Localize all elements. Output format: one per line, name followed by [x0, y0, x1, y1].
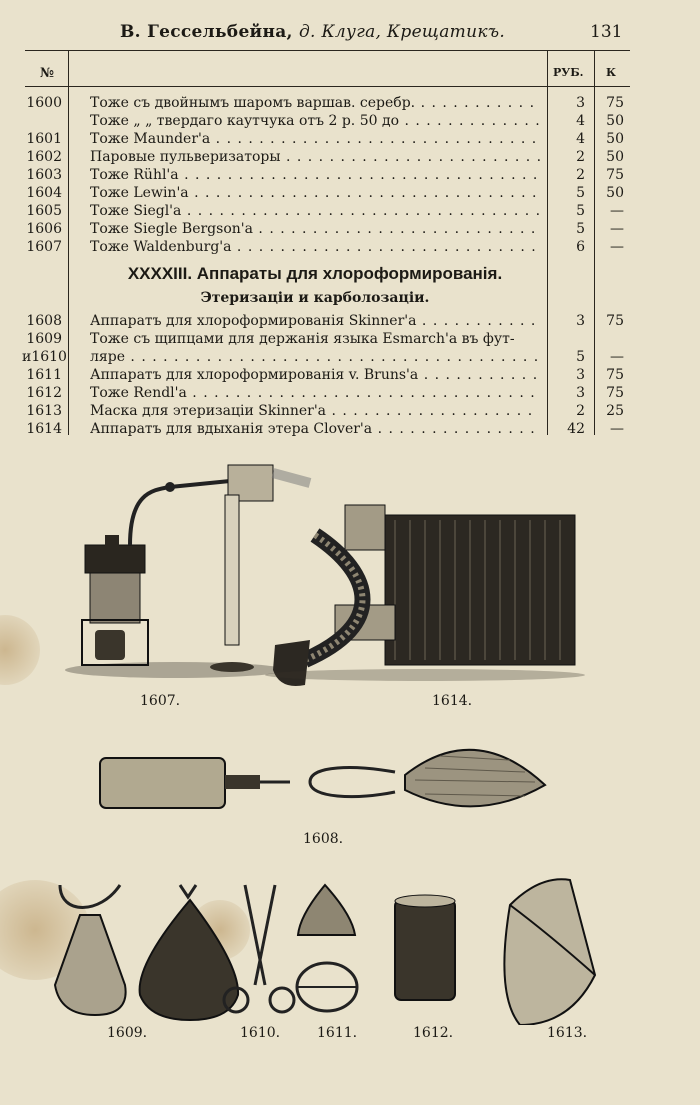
item-name: Тоже Lewin'а . . .: [90, 184, 540, 202]
item-number: 1606: [26, 221, 62, 237]
list-item: [0, 312, 700, 330]
item-rub: 42: [567, 421, 585, 437]
item-kop: —: [610, 239, 624, 255]
item-number: 1612: [26, 385, 62, 401]
item-name: Тоже Waldenburg'а . . .: [90, 238, 540, 256]
item-name: ляре . . .: [90, 348, 540, 366]
item-rub: 3: [576, 95, 585, 111]
item-kop: —: [610, 203, 624, 219]
bottom-apparatus-illustrations: [40, 875, 610, 1025]
list-item: [0, 330, 700, 348]
list-item: [0, 94, 700, 112]
figure-caption: 1611.: [317, 1025, 358, 1041]
item-kop: 75: [606, 167, 624, 183]
list-item: [0, 148, 700, 166]
item-name: Тоже „ „ твердаго каутчука отъ 2 р. 50 до . . .: [90, 112, 540, 130]
item-rub: 4: [576, 113, 585, 129]
item-rub: 2: [576, 149, 585, 165]
item-kop: 75: [606, 95, 624, 111]
figure-caption: 1610.: [240, 1025, 281, 1041]
list-item: [0, 420, 700, 438]
page-number: 131: [590, 22, 623, 42]
item-kop: 75: [606, 367, 624, 383]
figure-caption: 1608.: [303, 831, 344, 847]
figure-caption: 1612.: [413, 1025, 454, 1041]
header-rule: [25, 50, 630, 51]
item-name: Маска для этеризаціи Skinner'а . . .: [90, 402, 540, 420]
list-item: [0, 184, 700, 202]
section-subtitle: Этеризаціи и карболозаціи.: [200, 290, 430, 306]
item-name: Паровые пульверизаторы . . .: [90, 148, 540, 166]
header-left: В. Гессельбейна,: [120, 22, 293, 42]
list-item: [0, 112, 700, 130]
item-name: Тоже съ двойнымъ шаромъ варшав. серебр. . . .: [90, 94, 540, 112]
figure-caption: 1614.: [432, 693, 473, 709]
item-number: 1602: [26, 149, 62, 165]
skinner-apparatus-illustration: [95, 730, 555, 830]
item-number: 1608: [26, 313, 62, 329]
item-number: 1607: [26, 239, 62, 255]
item-kop: 50: [606, 185, 624, 201]
header-title: [120, 22, 505, 42]
item-kop: —: [610, 349, 624, 365]
item-number: 1600: [26, 95, 62, 111]
item-rub: 3: [576, 367, 585, 383]
list-item: [0, 384, 700, 402]
item-rub: 5: [576, 185, 585, 201]
item-rub: 2: [576, 167, 585, 183]
item-rub: 3: [576, 385, 585, 401]
item-kop: 50: [606, 113, 624, 129]
item-number: 1614: [26, 421, 62, 437]
item-number: и1610: [22, 349, 67, 365]
list-item: [0, 202, 700, 220]
clover-inhaler-illustration: [265, 495, 585, 695]
item-number: 1601: [26, 131, 62, 147]
item-name: Тоже Rühl'а . . .: [90, 166, 540, 184]
section-title: XXXXIII. Аппараты для хлороформированія.: [127, 264, 503, 283]
item-kop: 25: [606, 403, 624, 419]
item-kop: 75: [606, 385, 624, 401]
item-name: Тоже Siegl'а . . .: [90, 202, 540, 220]
figure-caption: 1613.: [547, 1025, 588, 1041]
item-rub: 4: [576, 131, 585, 147]
column-header-kop: К: [606, 66, 617, 79]
item-rub: 3: [576, 313, 585, 329]
item-kop: 50: [606, 131, 624, 147]
list-item: [0, 166, 700, 184]
item-rub: 6: [576, 239, 585, 255]
item-name: Аппаратъ для хлороформированія Skinner'а . . .: [90, 312, 540, 330]
item-rub: 5: [576, 221, 585, 237]
item-name: Аппаратъ для хлороформированія v. Bruns'а . . .: [90, 366, 540, 384]
item-kop: 50: [606, 149, 624, 165]
item-number: 1603: [26, 167, 62, 183]
item-name: Тоже Rendl'а . . .: [90, 384, 540, 402]
item-name: Тоже съ щипцами для держанія языка Esmarch'а въ фут-: [90, 331, 515, 347]
item-number: 1605: [26, 203, 62, 219]
list-item: [0, 348, 700, 366]
item-number: 1609: [26, 331, 62, 347]
item-name: Тоже Siegle Bergson'а . . .: [90, 220, 540, 238]
item-name: Тоже Maunder'а . . .: [90, 130, 540, 148]
figure-caption: 1607.: [140, 693, 181, 709]
item-number: 1604: [26, 185, 62, 201]
item-rub: 2: [576, 403, 585, 419]
header-right: д. Клуга, Крещатикъ.: [298, 22, 506, 42]
list-item: [0, 130, 700, 148]
item-kop: —: [610, 221, 624, 237]
item-rub: 5: [576, 203, 585, 219]
figure-caption: 1609.: [107, 1025, 148, 1041]
list-item: [0, 220, 700, 238]
list-item: [0, 366, 700, 384]
column-header-num: №: [40, 66, 55, 81]
list-item: [0, 402, 700, 420]
item-rub: 5: [576, 349, 585, 365]
column-header-rule: [25, 86, 630, 87]
item-name: Аппаратъ для вдыханія этера Clover'а . . .: [90, 420, 540, 438]
column-header-rub: РУБ.: [553, 66, 584, 79]
item-kop: 75: [606, 313, 624, 329]
list-item: [0, 238, 700, 256]
item-number: 1611: [26, 367, 62, 383]
item-kop: —: [610, 421, 624, 437]
item-number: 1613: [26, 403, 62, 419]
